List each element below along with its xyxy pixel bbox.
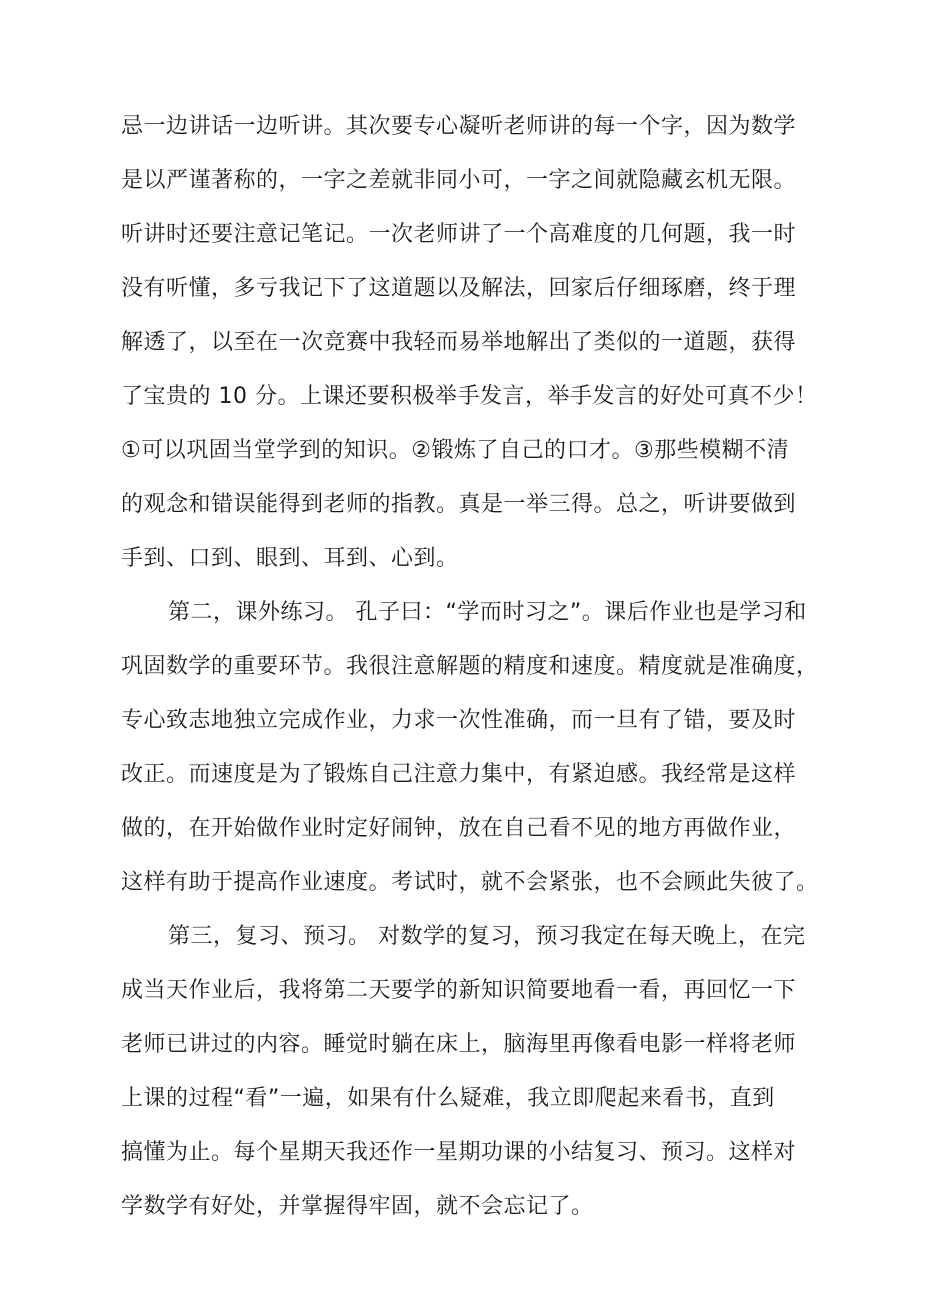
text-line: 没有听懂，多亏我记下了这道题以及解法，回家后仔细琢磨，终于理 (121, 276, 797, 301)
text-line: 的观念和错误能得到老师的指教。真是一举三得。总之，听讲要做到 (121, 492, 797, 517)
text-line: 听讲时还要注意记笔记。一次老师讲了一个高难度的几何题，我一时 (121, 222, 797, 247)
text-line: 手到、口到、眼到、耳到、心到。 (121, 546, 459, 571)
text-line: 解透了，以至在一次竞赛中我轻而易举地解出了类似的一道题，获得 (121, 330, 797, 355)
text-line: 学数学有好处，并掌握得牢固，就不会忘记了。 (121, 1194, 594, 1219)
text-line: 巩固数学的重要环节。我很注意解题的精度和速度。精度就是准确度， (121, 654, 819, 679)
text-line: 搞懂为止。每个星期天我还作一星期功课的小结复习、预习。这样对 (121, 1140, 797, 1165)
text-line: 上课的过程“看”一遍，如果有什么疑难，我立即爬起来看书，直到 (121, 1086, 775, 1111)
text-line: 成当天作业后，我将第二天要学的新知识简要地看一看，再回忆一下 (121, 978, 797, 1003)
text-line: 忌一边讲话一边听讲。其次要专心凝听老师讲的每一个字，因为数学 (121, 114, 797, 139)
text-line: 是以严谨著称的，一字之差就非同小可，一字之间就隐藏玄机无限。 (121, 168, 797, 193)
text-line: ①可以巩固当堂学到的知识。②锻炼了自己的口才。③那些模糊不清 (121, 438, 790, 463)
paragraph-start-line: 第二，课外练习。 孔子曰：“学而时习之”。课后作业也是学习和 (168, 600, 807, 625)
text-line: 做的，在开始做作业时定好闹钟，放在自己看不见的地方再做作业， (121, 816, 797, 841)
text-line: 了宝贵的 10 分。上课还要积极举手发言，举手发言的好处可真不少！ (121, 384, 818, 409)
text-line: 这样有助于提高作业速度。考试时，就不会紧张，也不会顾此失彼了。 (121, 870, 819, 895)
text-line: 专心致志地独立完成作业，力求一次性准确，而一旦有了错，要及时 (121, 708, 797, 733)
text-line: 改正。而速度是为了锻炼自己注意力集中，有紧迫感。我经常是这样 (121, 762, 797, 787)
paragraph-start-line: 第三，复习、预习。 对数学的复习，预习我定在每天晚上，在完 (168, 924, 806, 949)
text-line: 老师已讲过的内容。睡觉时躺在床上，脑海里再像看电影一样将老师 (121, 1032, 797, 1057)
